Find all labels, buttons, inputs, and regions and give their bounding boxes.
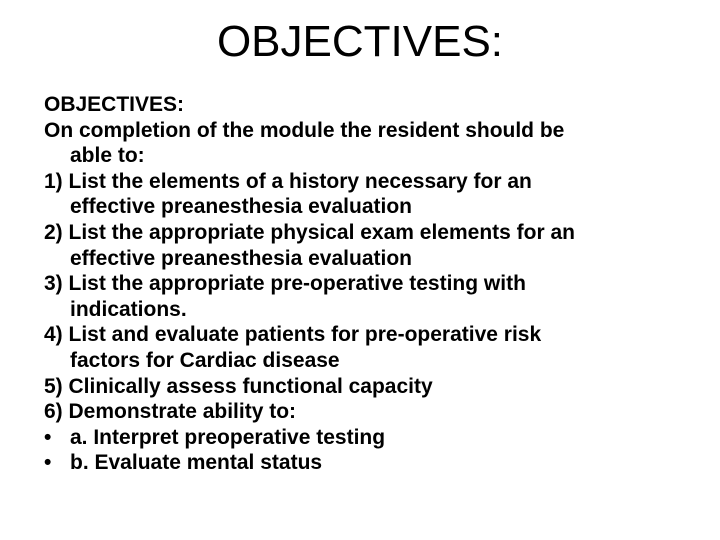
bullet-text: b. Evaluate mental status [70,451,323,475]
bullet-text: a. Interpret preoperative testing [70,425,386,449]
objective-4-line-1: 4) List and evaluate patients for pre-operative risk [44,323,542,347]
objective-3-line-1: 3) List the appropriate pre-operative testing with [44,272,526,296]
objective-1-line-1: 1) List the elements of a history necessary for an [44,169,532,193]
objective-2-line-1: 2) List the appropriate physical exam elements for an [44,220,575,244]
bullet-item [44,450,694,476]
bullet-icon: • [44,425,52,449]
objective-2-line-2: effective preanesthesia evaluation [70,246,412,270]
bullet-icon: • [44,451,52,475]
intro-line-1: On completion of the module the resident should be [44,118,565,142]
intro-line-2: able to: [70,144,145,168]
objectives-heading: OBJECTIVES: [44,93,185,116]
objective-5: 5) Clinically assess functional capacity [44,374,433,398]
bullet-item [44,425,694,451]
objective-4-line-2: factors for Cardiac disease [70,348,340,372]
objective-1-line-2: effective preanesthesia evaluation [70,195,412,219]
objective-6: 6) Demonstrate ability to: [44,400,297,424]
slide-title: OBJECTIVES: [216,17,504,66]
objective-3-line-2: indications. [70,297,187,321]
objectives-body [44,92,694,476]
